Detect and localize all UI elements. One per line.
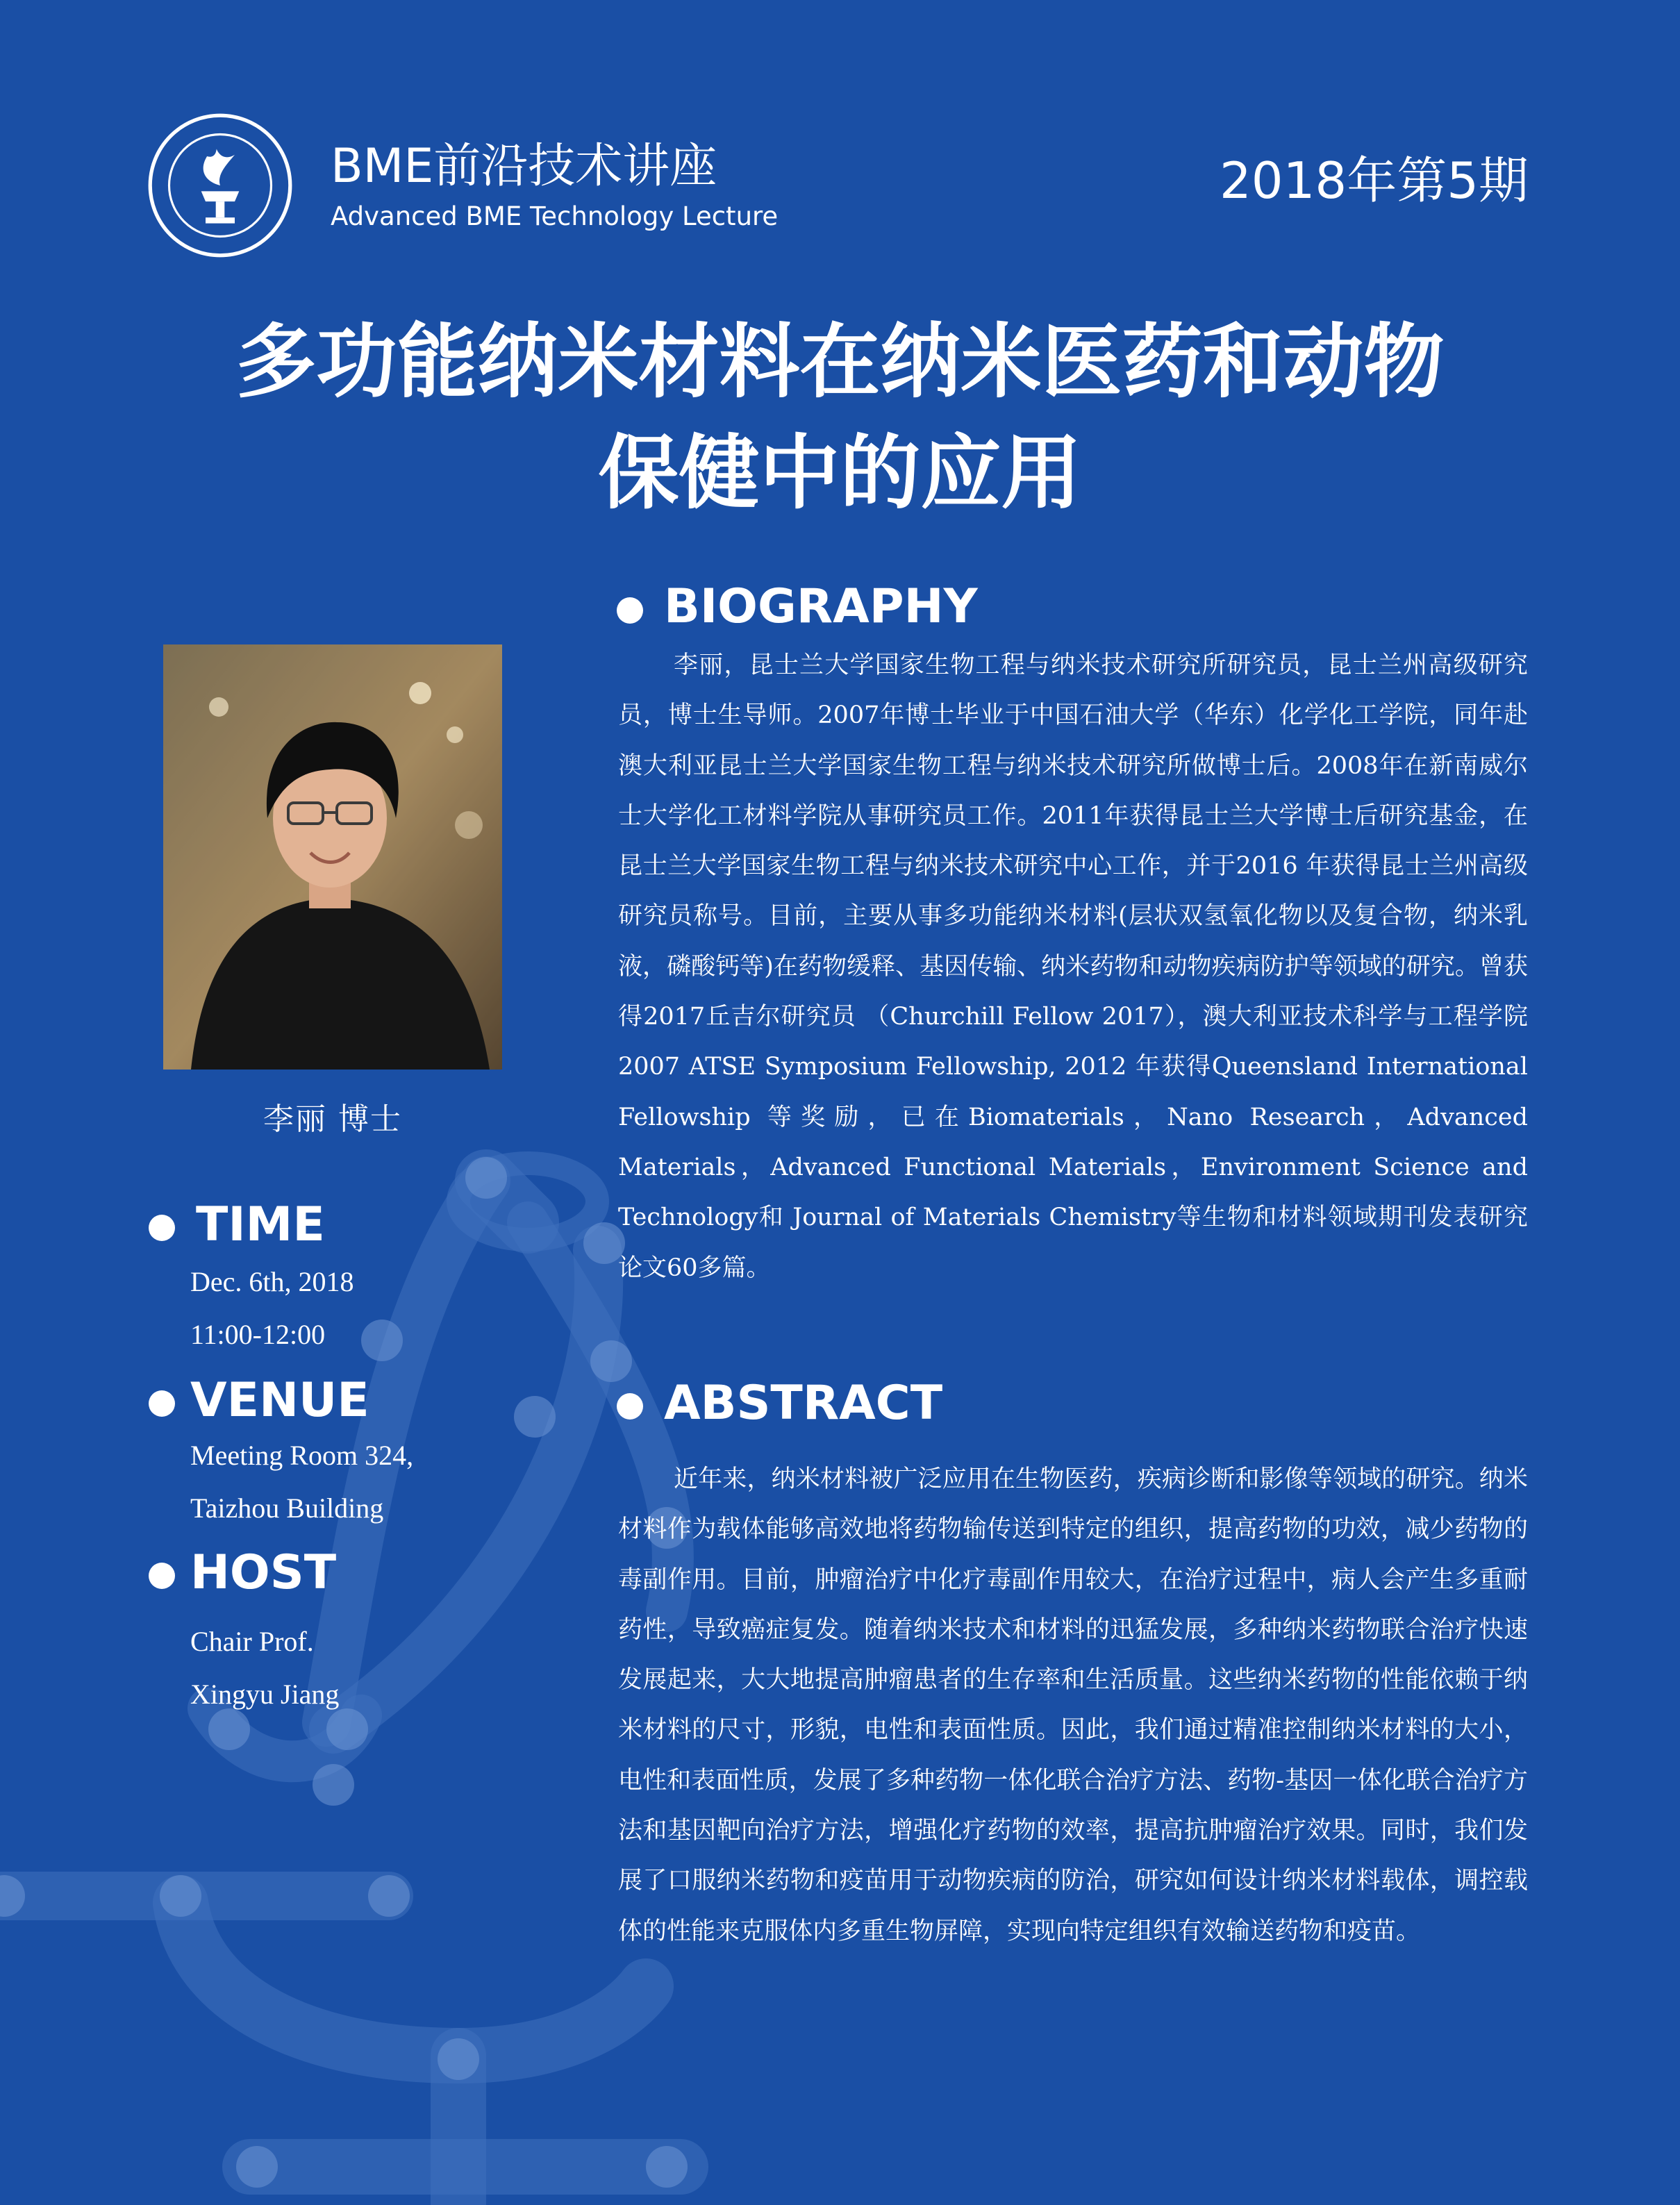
host-name: Xingyu Jiang [190,1679,340,1710]
lecture-title-line-1: 多功能纳米材料在纳米医药和动物 [235,315,1445,409]
biography-heading: BIOGRAPHY [664,579,978,634]
speaker-name-caption: 李丽 博士 [263,1101,402,1137]
bullet-dot [149,1390,175,1417]
time-hours: 11:00-12:00 [190,1319,326,1350]
speaker-photo [163,644,502,1070]
abstract-heading: ABSTRACT [664,1376,943,1431]
bullet-dot [149,1215,175,1241]
abstract-text: 近年来，纳米材料被广泛应用在生物医药，疾病诊断和影像等领域的研究。纳米材料作为载体能够高效地将药物输传送到特定的组织，提高药物的功效，减少药物的毒副作用。目前，肿瘤治疗中化疗毒副作用较大，在治疗过程中，病人会产生多重耐药性，导致癌症复发。随着纳米技术和材料的迅猛发展，多种纳米药物联合治疗快速发展起来，大大地提高肿瘤患者的生存率和生活质量。这些纳米药物的性能依赖于纳米材料的尺寸，形貌，电性和表面性质。因此，我们通过精准控制纳米材料的大小，电性和表面性质，发展了多种药物一体化联合治疗方法、药物-基因一体化联合治疗方法和基因靶向治疗方法，增强化疗药物的效率，提高抗肿瘤治疗效果。同时，我们发展了口服纳米药物和疫苗用于动物疾病的防治，研究如何设计纳米材料载体，调控载体的性能来克服体内多重生物屏障，实现向特定组织有效输送药物和疫苗。 [618,1465,1528,1945]
bullet-dot [617,597,643,624]
issue-number: 2018年第5期 [1219,151,1529,210]
venue-room: Meeting Room 324, [190,1440,414,1471]
bullet-dot [617,1393,643,1420]
lecture-series-title: BME前沿技术讲座 [331,139,717,194]
bullet-dot [149,1563,175,1589]
university-logo [147,113,293,258]
lecture-title-line-2: 保健中的应用 [598,426,1082,520]
venue-building: Taizhou Building [190,1492,384,1524]
lecture-series-subtitle: Advanced BME Technology Lecture [331,201,779,231]
host-heading: HOST [190,1545,337,1600]
time-date: Dec. 6th, 2018 [190,1266,354,1297]
host-title: Chair Prof. [190,1626,314,1657]
time-heading: TIME [196,1197,325,1252]
biography-text: 李丽，昆士兰大学国家生物工程与纳米技术研究所研究员，昆士兰州高级研究员，博士生导师。2007年博士毕业于中国石油大学（华东）化学化工学院，同年赴澳大利亚昆士兰大学国家生物工程与纳米技术研究所做博士后。2008年在新南威尔士大学化工材料学院从事研究员工作。2011年获得昆士兰大学博士后研究基金，在昆士兰大学国家生物工程与纳米技术研究中心工作，并于2016 年获得昆士兰州高级研究员称号。目前，主要从事多功能纳米材料(层状双氢氧化物以及复合物，纳米乳液，磷酸钙等)在药物缓释、基因传输、纳米药物和动物疾病防护等领域的研究。曾获得2017丘吉尔研究员 （Churchill Fellow 2017），澳大利亚技术科学与工程学院2007 ATSE Symposium Fellowship, 2012 年获得Queensland International Fellowship 等奖励，已在Biomaterials，Nano Research，Advanced Materials，Advanced Functional Materials，Environment Science and Technology和 Journal of Materials Chemistry等生物和材料领域期刊发表研究论文60多篇。 [618,651,1528,1282]
venue-heading: VENUE [190,1373,369,1428]
